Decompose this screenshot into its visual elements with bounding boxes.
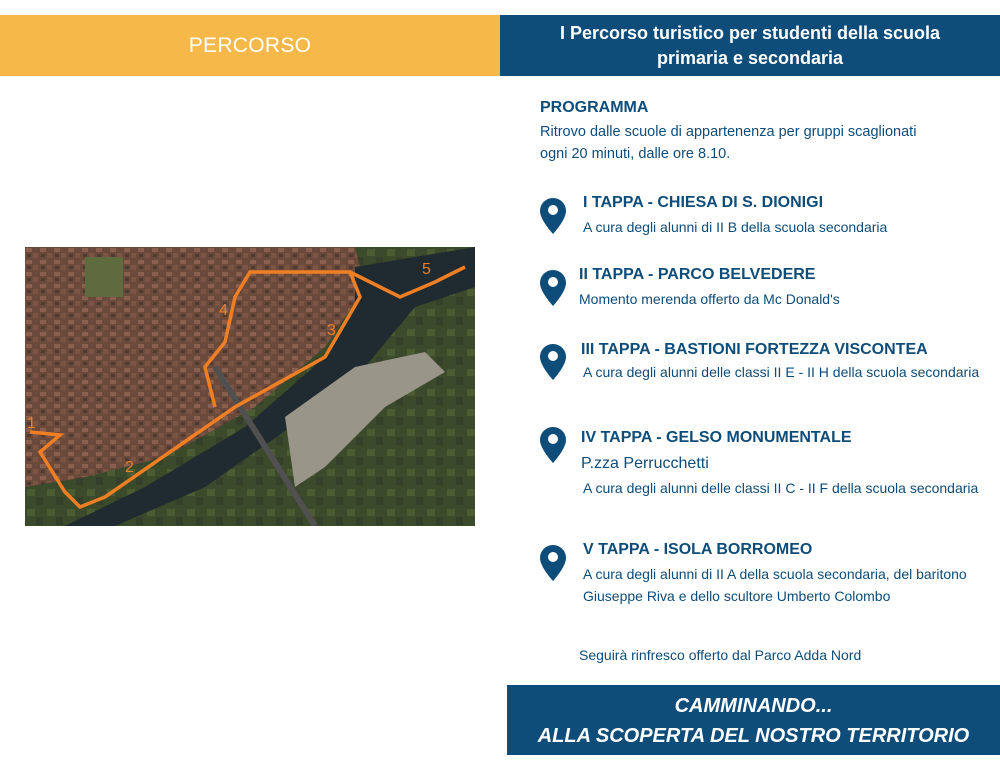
stop-1-title: I TAPPA - CHIESA DI S. DIONIGI (583, 194, 824, 211)
map-park (85, 257, 123, 297)
location-pin-icon (540, 344, 566, 380)
stop-4-title: IV TAPPA - GELSO MONUMENTALE (581, 429, 852, 446)
header-left-title: PERCORSO (188, 33, 312, 57)
stop-4-text: A cura degli alunni delle classi II C - II F della scuola secondaria (583, 480, 979, 496)
map-label-3: 3 (327, 322, 336, 339)
map-label-4: 4 (219, 302, 228, 319)
stop-5-text: A cura degli alunni di II A della scuola secondaria, del baritono Giuseppe Riva e dello scultore Umberto Colombo (583, 566, 967, 604)
program-text: Ritrovo dalle scuole di appartenenza per gruppi scaglionati ogni 20 minuti, dalle ore 8.10. (540, 124, 917, 162)
map-label-5: 5 (422, 261, 431, 278)
map-label-2: 2 (125, 459, 134, 476)
banner (507, 685, 1000, 755)
stop-1-text: A cura degli alunni di II B della scuola secondaria (583, 219, 888, 235)
location-pin-icon (540, 427, 566, 463)
header-right-title: I Percorso turistico per studenti della scuola primaria e secondaria (559, 22, 941, 68)
banner-line-1: CAMMINANDO... (674, 695, 833, 717)
stop-4-subtitle: P.zza Perrucchetti (581, 455, 709, 472)
stop-2-text: Momento merenda offerto da Mc Donald's (579, 291, 840, 307)
map-label-1: 1 (27, 415, 36, 432)
banner-line-2: ALLA SCOPERTA DEL NOSTRO TERRITORIO (537, 725, 970, 747)
header-title-panel (500, 15, 1000, 76)
footnote: Seguirà rinfresco offerto dal Parco Adda Nord (579, 647, 862, 663)
stop-3-text: A cura degli alunni delle classi II E - II H della scuola secondaria (583, 364, 980, 380)
location-pin-icon (540, 198, 566, 234)
program-title: PROGRAMMA (540, 99, 649, 116)
header-percorso (0, 15, 500, 76)
stop-3-title: III TAPPA - BASTIONI FORTEZZA VISCONTEA (581, 341, 928, 358)
stop-2-title: II TAPPA - PARCO BELVEDERE (579, 266, 816, 283)
route-map (25, 247, 475, 526)
location-pin-icon (540, 270, 566, 306)
location-pin-icon (540, 545, 566, 581)
stop-5-title: V TAPPA - ISOLA BORROMEO (583, 541, 813, 558)
